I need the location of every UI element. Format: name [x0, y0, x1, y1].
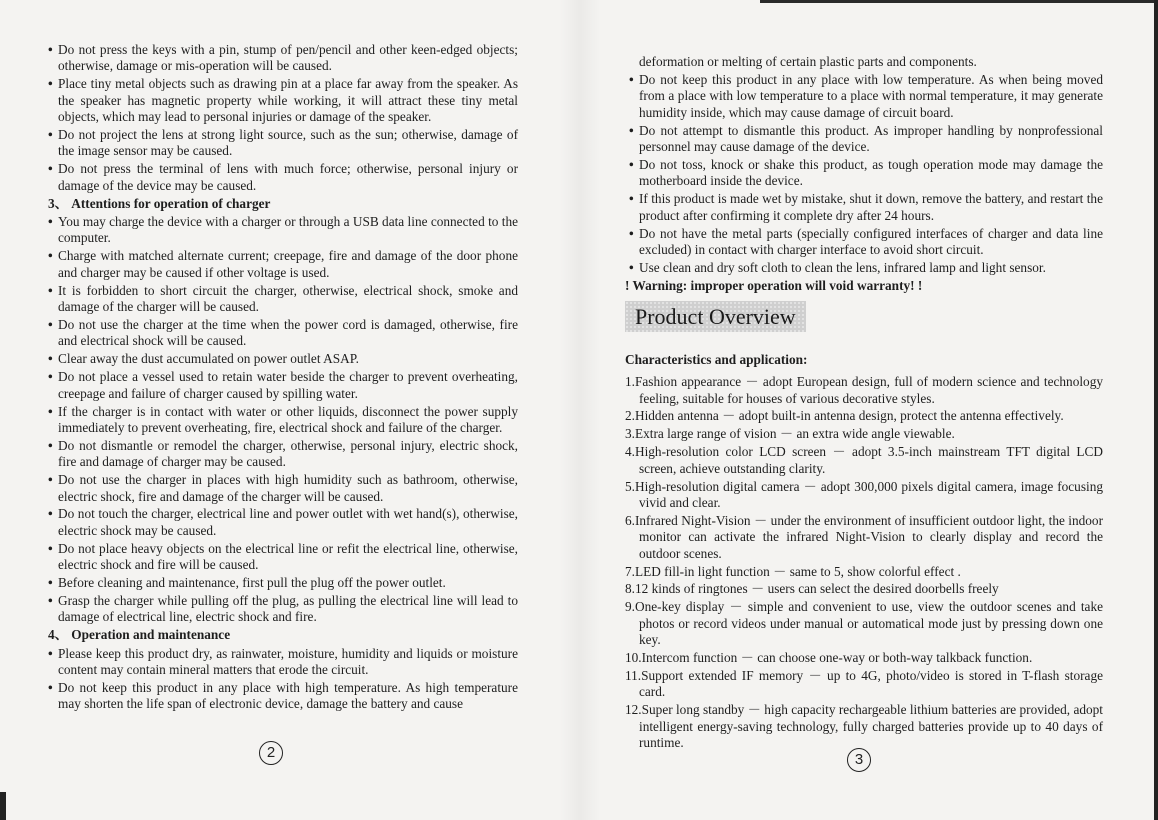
feature-number: 4.	[625, 444, 635, 460]
feature-number: 2.	[625, 408, 635, 424]
feature-item	[625, 479, 1103, 512]
charger-bullet: • Do not touch the charger, electrical line and power outlet with wet hand(s), otherwise, electric shock may be caused.	[44, 506, 518, 539]
maintenance-bullet: • Do not toss, knock or shake this product, as tough operation mode may damage the motherboard inside the device.	[625, 157, 1103, 190]
charger-bullet: • It is forbidden to short circuit the charger, otherwise, electrical shock, smoke and damage of the charger will be caused.	[44, 283, 518, 316]
feature-item	[625, 513, 1103, 562]
feature-number: 8.	[625, 581, 635, 597]
maintenance-bullet: • Please keep this product dry, as rainwater, moisture, humidity and liquids or moisture content may contain mineral matters that erode the circuit.	[44, 646, 518, 679]
page-number-left: 2	[259, 741, 283, 765]
feature-number: 5.	[625, 478, 635, 494]
maintenance-bullet: • Use clean and dry soft cloth to clean the lens, infrared lamp and light sensor.	[625, 260, 1103, 276]
characteristics-heading: Characteristics and application:	[625, 351, 808, 367]
maintenance-bullet: • Do not keep this product in any place with high temperature. As high temperature may shorten the life span of electronic device, damage the battery and cause	[44, 680, 518, 713]
left-text-column	[44, 42, 518, 714]
safety-bullet: • Do not press the terminal of lens with much force; otherwise, personal injury or damage of the device may be caused.	[44, 161, 518, 194]
right-text-column	[625, 54, 1103, 753]
section-title-product-overview: Product Overview	[625, 301, 806, 332]
charger-bullet: • Do not dismantle or remodel the charger, otherwise, personal injury, electric shock, fire and damage of charger may be caused.	[44, 438, 518, 471]
feature-text: One-key display － simple and convenient to use, view the outdoor scenes and take photos or record videos under manual or automatical mode just by pressing down one key.	[634, 599, 1103, 648]
feature-item	[625, 599, 1103, 648]
feature-item	[625, 702, 1103, 751]
feature-text: LED fill-in light function － same to 5, show colorful effect .	[634, 563, 961, 579]
charger-bullet: • Before cleaning and maintenance, first pull the plug off the power outlet.	[44, 575, 518, 591]
continued-text: deformation or melting of certain plastic parts and components.	[639, 54, 977, 69]
page-number-right: 3	[847, 748, 871, 772]
feature-number: 7.	[625, 563, 635, 579]
feature-text: Support extended IF memory － up to 4G, photo/video is stored in T-flash storage card.	[639, 668, 1103, 700]
safety-bullet: • Do not project the lens at strong light source, such as the sun; otherwise, damage of the image sensor may be caused.	[44, 127, 518, 160]
feature-text: Intercom function － can choose one-way or both-way talkback function.	[641, 650, 1033, 666]
feature-number: 12.	[625, 702, 642, 718]
charger-bullet: • Clear away the dust accumulated on power outlet ASAP.	[44, 351, 518, 367]
charger-bullet: • Do not use the charger at the time when the power cord is damaged, otherwise, fire and electrical shock will be caused.	[44, 317, 518, 350]
feature-item	[625, 650, 1103, 666]
charger-bullet: • Do not use the charger in places with high humidity such as bathroom, otherwise, electric shock, fire and damage of the charger will be caused.	[44, 472, 518, 505]
charger-bullet: • You may charge the device with a charger or through a USB data line connected to the computer.	[44, 214, 518, 247]
charger-bullet: • If the charger is in contact with water or other liquids, disconnect the power supply immediately to prevent overheating, fire, electrical shock and failure of the charger.	[44, 404, 518, 437]
feature-number: 3.	[625, 426, 635, 442]
charger-bullet: • Charge with matched alternate current; creepage, fire and damage of the door phone and charger may be caused if other voltage is used.	[44, 248, 518, 281]
feature-text: Infrared Night-Vision － under the environment of insufficient outdoor light, the indoor monitor can activate the infrared Night-Vision to clearly display and record the outdoor scenes.	[634, 512, 1103, 561]
feature-number: 10.	[625, 650, 642, 666]
section-heading-maintenance: 4、 Operation and maintenance	[48, 627, 231, 643]
feature-text: Extra large range of vision － an extra wide angle viewable.	[634, 426, 955, 442]
feature-item	[625, 426, 1103, 442]
feature-number: 11.	[625, 668, 642, 683]
feature-text: Fashion appearance － adopt European design, full of modern science and technology feeling, suitable for houses of various decorative styles.	[634, 374, 1103, 406]
feature-number: 9.	[625, 599, 635, 615]
maintenance-bullet: • Do not have the metal parts (specially configured interfaces of charger and data line excluded) in contact with charger interface to avoid short circuit.	[625, 226, 1103, 259]
charger-bullet: • Do not place heavy objects on the electrical line or refit the electrical line, otherwise, electric shock and fire will be caused.	[44, 541, 518, 574]
safety-bullet: • Do not press the keys with a pin, stump of pen/pencil and other keen-edged objects; otherwise, damage or mis-operation will be caused.	[44, 42, 518, 75]
feature-item	[625, 564, 1103, 580]
maintenance-bullet: • Do not keep this product in any place with low temperature. As when being moved from a place with low temperature to a place with normal temperature, it may generate humidity inside, which may cause damage of circuit board.	[625, 72, 1103, 121]
safety-bullet: • Place tiny metal objects such as drawing pin at a place far away from the speaker. As the speaker has magnetic property while working, it will attract these tiny metal objects, which may lead to personal injuries or damage of the speaker.	[44, 76, 518, 125]
feature-item	[625, 668, 1103, 701]
feature-item	[625, 581, 1103, 597]
maintenance-bullet: • Do not attempt to dismantle this product. As improper handling by nonprofessional personnel may cause damage of the device.	[625, 123, 1103, 156]
charger-bullet: • Do not place a vessel used to retain water beside the charger to prevent overheating, creepage and failure of charger caused by spilling water.	[44, 369, 518, 402]
feature-number: 6.	[625, 512, 635, 528]
feature-text: Hidden antenna － adopt built-in antenna design, protect the antenna effectively.	[634, 408, 1064, 424]
feature-text: 12 kinds of ringtones － users can select the desired doorbells freely	[634, 581, 999, 597]
feature-item	[625, 444, 1103, 477]
maintenance-bullet: • If this product is made wet by mistake, shut it down, remove the battery, and restart the product after confirming it complete dry after 24 hours.	[625, 191, 1103, 224]
feature-item	[625, 408, 1103, 424]
feature-text: High-resolution digital camera － adopt 300,000 pixels digital camera, image focusing vivid and clear.	[634, 478, 1103, 510]
section-heading-charger: 3、 Attentions for operation of charger	[48, 195, 271, 211]
charger-bullet: • Grasp the charger while pulling off the plug, as pulling the electrical line will lead to damage of electrical line, electric shock and fire.	[44, 593, 518, 626]
warranty-warning: ! Warning: improper operation will void warranty! !	[625, 278, 923, 294]
feature-item	[625, 374, 1103, 407]
feature-number: 1.	[625, 374, 635, 390]
feature-text: Super long standby － high capacity rechargeable lithium batteries are provided, adopt intelligent energy-saving technology, fully charged batteries provide up to 40 days of runtime.	[639, 702, 1103, 751]
feature-text: High-resolution color LCD screen － adopt 3.5-inch mainstream TFT digital LCD screen, achieve outstanding clarity.	[634, 444, 1103, 476]
page-right	[579, 0, 1158, 820]
